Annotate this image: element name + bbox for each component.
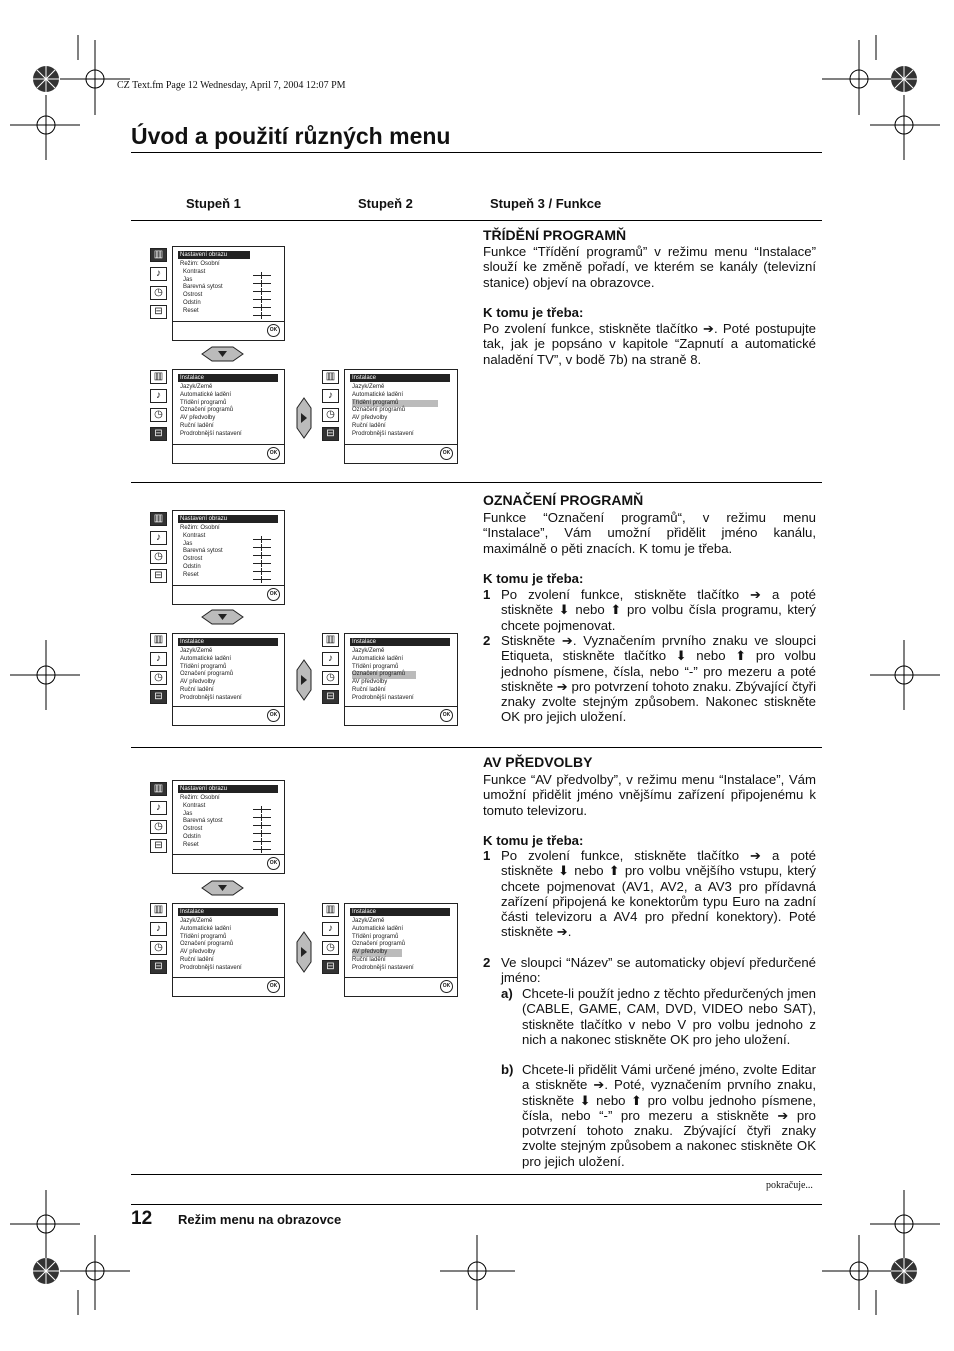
setup-icon: ⊟ bbox=[150, 690, 167, 704]
sound-icon: ♪ bbox=[322, 389, 339, 403]
menu-item: Prodrobnější nastavení bbox=[180, 430, 242, 437]
step-letter: b) bbox=[501, 1062, 514, 1077]
menu-header: Instalace bbox=[350, 374, 450, 382]
right-arrow-icon bbox=[295, 396, 313, 440]
menu-item: Reset bbox=[183, 571, 199, 578]
install-menu-box-selected bbox=[344, 633, 458, 726]
timer-icon: ◷ bbox=[322, 408, 339, 422]
menu-item: Třídění programů bbox=[352, 663, 399, 670]
ok-icon: OK bbox=[267, 588, 280, 601]
menu-item: Jazyk/Země bbox=[180, 918, 213, 924]
timer-icon: ◷ bbox=[150, 550, 167, 564]
menu-item: Jas bbox=[183, 276, 193, 283]
menu-item: Jazyk/Země bbox=[352, 384, 385, 390]
section3-kt: K tomu je třeba: bbox=[483, 833, 584, 848]
menu-item: Odstín bbox=[183, 299, 201, 306]
menu-item: Automatické ladění bbox=[352, 655, 404, 662]
setup-icon: ⊟ bbox=[150, 839, 167, 853]
timer-icon: ◷ bbox=[150, 408, 167, 422]
step-letter: a) bbox=[501, 986, 513, 1001]
ok-icon: OK bbox=[267, 447, 280, 460]
picture-icon: ▥ bbox=[150, 782, 167, 796]
menu-item: Označení programů bbox=[180, 407, 234, 414]
setup-icon: ⊟ bbox=[322, 960, 339, 974]
section2-step1 bbox=[483, 587, 816, 633]
menu-header: Instalace bbox=[350, 638, 450, 646]
timer-icon: ◷ bbox=[150, 671, 167, 685]
right-arrow-icon bbox=[295, 658, 313, 702]
menu-item: Označení programů bbox=[352, 941, 406, 948]
menu-item: Třídění programů bbox=[180, 399, 227, 406]
menu-item: Označení programů bbox=[180, 941, 234, 948]
section2-intro: Funkce “Označení programů“, v režimu menu “Instalace”, Vám umožní přidělit jméno kanálu, maximálně o pěti znacích. K tomu je třeba. bbox=[483, 510, 816, 556]
section2-kt: K tomu je třeba: bbox=[483, 571, 584, 586]
picture-icon: ▥ bbox=[322, 903, 339, 917]
down-arrow-icon bbox=[200, 880, 245, 896]
page-number: 12 bbox=[131, 1208, 153, 1229]
menu-header: Instalace bbox=[350, 908, 450, 916]
setup-icon: ⊟ bbox=[150, 569, 167, 583]
menu-item: AV předvolby bbox=[352, 679, 388, 686]
menu-header: Instalace bbox=[178, 374, 278, 382]
menu-item: Ruční ladění bbox=[352, 422, 386, 429]
menu-item: Prodrobnější nastavení bbox=[352, 694, 414, 701]
continued-note: pokračuje... bbox=[766, 1180, 813, 1191]
section-rule bbox=[131, 1174, 822, 1175]
menu-header: Nastavení obrazu bbox=[178, 785, 278, 793]
menu-item: Jazyk/Země bbox=[180, 648, 213, 654]
menu-item: AV předvolby bbox=[180, 949, 216, 956]
picture-icon: ▥ bbox=[150, 370, 167, 384]
section1-kt: K tomu je třeba: bbox=[483, 305, 584, 320]
setup-icon: ⊟ bbox=[322, 690, 339, 704]
menu-item: Automatické ladění bbox=[180, 655, 232, 662]
menu-header: Nastavení obrazu bbox=[178, 251, 250, 259]
menu-item: Kontrast bbox=[183, 532, 206, 539]
section2-title: OZNAČENÍ PROGRAMŇ bbox=[483, 492, 644, 508]
setup-icon: ⊟ bbox=[150, 427, 167, 441]
menu-item: Ruční ladění bbox=[352, 686, 386, 693]
menu-item: Prodrobnější nastavení bbox=[180, 964, 242, 971]
menu-item: Barevná sytost bbox=[183, 284, 223, 291]
menu-item: Barevná sytost bbox=[183, 548, 223, 555]
install-menu-box bbox=[172, 369, 285, 464]
menu-item: Jas bbox=[183, 540, 193, 547]
menu-item: Ostrost bbox=[183, 826, 203, 833]
footer-rule bbox=[131, 1204, 822, 1205]
picture-icon: ▥ bbox=[150, 512, 167, 526]
menu-item: Jas bbox=[183, 810, 193, 817]
sound-icon: ♪ bbox=[322, 922, 339, 936]
sound-icon: ♪ bbox=[150, 531, 167, 545]
column-rule bbox=[131, 220, 822, 221]
menu-item: Automatické ladění bbox=[352, 925, 404, 932]
setup-icon: ⊟ bbox=[150, 305, 167, 319]
menu-item: Ruční ladění bbox=[180, 422, 214, 429]
install-menu-box-selected bbox=[344, 903, 458, 997]
menu-header: Instalace bbox=[178, 638, 278, 646]
menu-item: Třídění programů bbox=[180, 663, 227, 670]
section1-intro: Funkce “Třídění programů” v režimu menu “Instalace” slouží ke změně pořadí, ve kterém se kanály (televizní stanice) objeví na obrazovce. bbox=[483, 244, 816, 290]
menu-item: Režim: Osobní bbox=[180, 795, 220, 801]
step-number: 2 bbox=[483, 633, 491, 648]
menu-item: Třídění programů bbox=[352, 933, 399, 940]
menu-header: Nastavení obrazu bbox=[178, 515, 278, 523]
menu-item: Třídění programů bbox=[180, 933, 227, 940]
sound-icon: ♪ bbox=[150, 922, 167, 936]
column-head-3: Stupeň 3 / Funkce bbox=[490, 196, 602, 211]
menu-item: AV předvolby bbox=[180, 415, 216, 422]
picture-icon: ▥ bbox=[150, 248, 167, 262]
down-arrow-icon bbox=[200, 609, 245, 625]
section3-title: AV PŘEDVOLBY bbox=[483, 754, 593, 770]
column-head-1: Stupeň 1 bbox=[186, 196, 241, 211]
step-text: Ve sloupci “Název” se automaticky objeví předurčené jméno: bbox=[501, 955, 816, 986]
ok-icon: OK bbox=[267, 857, 280, 870]
step-number: 1 bbox=[483, 587, 491, 602]
step-text: Po zvolení funkce, stiskněte tlačítko ➔ a poté stiskněte ⬇ nebo ⬆ pro volbu čísla programu, který chcete pojmenovat. bbox=[501, 587, 816, 633]
install-menu-box bbox=[172, 633, 285, 726]
menu-item: Reset bbox=[183, 841, 199, 848]
menu-item: Označení programů bbox=[352, 407, 406, 414]
menu-item: Automatické ladění bbox=[180, 925, 232, 932]
setup-icon: ⊟ bbox=[150, 960, 167, 974]
ok-icon: OK bbox=[440, 709, 453, 722]
menu-item: Režim: Osobní bbox=[180, 261, 220, 267]
menu-item: Jazyk/Země bbox=[352, 648, 385, 654]
sound-icon: ♪ bbox=[150, 801, 167, 815]
menu-item: Označení programů bbox=[180, 671, 234, 678]
picture-icon: ▥ bbox=[322, 370, 339, 384]
section-rule bbox=[131, 482, 822, 483]
step-text: Chcete-li použít jedno z těchto předurčených jmen (CABLE, GAME, CAM, DVD, VIDEO nebo SAT), stiskněte tlačítko v nebo V pro volbu jednoho z nich a nakonec stiskněte OK pro jeho uložení. bbox=[522, 986, 816, 1047]
timer-icon: ◷ bbox=[150, 941, 167, 955]
menu-item: Reset bbox=[183, 307, 199, 314]
section-rule bbox=[131, 747, 822, 748]
picture-icon: ▥ bbox=[322, 633, 339, 647]
timer-icon: ◷ bbox=[150, 286, 167, 300]
sound-icon: ♪ bbox=[150, 389, 167, 403]
menu-item: Ostrost bbox=[183, 292, 203, 299]
menu-item: AV předvolby bbox=[180, 679, 216, 686]
setup-icon: ⊟ bbox=[322, 427, 339, 441]
sound-icon: ♪ bbox=[150, 652, 167, 666]
ok-icon: OK bbox=[267, 980, 280, 993]
install-menu-box bbox=[172, 903, 285, 997]
ok-icon: OK bbox=[440, 980, 453, 993]
menu-item: Jazyk/Země bbox=[180, 384, 213, 390]
section1-title: TŘÍDĚNÍ PROGRAMŇ bbox=[483, 227, 627, 243]
menu-item: Prodrobnější nastavení bbox=[180, 694, 242, 701]
menu-item: Kontrast bbox=[183, 268, 206, 275]
menu-item: AV předvolby bbox=[352, 415, 388, 422]
section1-body: Po zvolení funkce, stiskněte tlačítko ➔. Poté postupujte tak, jak je popsáno v kapitole “Zapnutí a automatické naladění TV”, v bodě 7b) na straně 8. bbox=[483, 321, 816, 367]
page-title: Úvod a použití různých menu bbox=[131, 123, 451, 149]
ok-icon: OK bbox=[267, 324, 280, 337]
down-arrow-icon bbox=[200, 346, 245, 362]
title-rule bbox=[131, 152, 822, 153]
menu-item: Prodrobnější nastavení bbox=[352, 964, 414, 971]
timer-icon: ◷ bbox=[322, 941, 339, 955]
menu-item: Kontrast bbox=[183, 802, 206, 809]
step-number: 2 bbox=[483, 955, 491, 970]
header-note: CZ Text.fm Page 12 Wednesday, April 7, 2004 12:07 PM bbox=[117, 80, 346, 91]
install-menu-box-selected bbox=[344, 369, 458, 464]
step-text: Po zvolení funkce, stiskněte tlačítko ➔ a poté stiskněte ⬇ nebo ⬆ pro volbu vnějšího vstupu, který chcete pojmenovat (AV1, AV2, a AV3 pro přídavná zařízení připojená ke konektorům typu Euro na zadní části televizoru a AV4 pro přední konektory). Poté stiskněte ➔. bbox=[501, 848, 816, 940]
sound-icon: ♪ bbox=[150, 267, 167, 281]
menu-item-highlighted: Třídění programů bbox=[352, 400, 438, 408]
menu-item: Odstín bbox=[183, 563, 201, 570]
menu-item-highlighted: AV předvolby bbox=[352, 949, 402, 957]
picture-icon: ▥ bbox=[150, 903, 167, 917]
menu-item: Prodrobnější nastavení bbox=[352, 430, 414, 437]
menu-item: Režim: Osobní bbox=[180, 525, 220, 531]
ok-icon: OK bbox=[440, 447, 453, 460]
timer-icon: ◷ bbox=[150, 820, 167, 834]
column-head-2: Stupeň 2 bbox=[358, 196, 413, 211]
section3-step2b bbox=[501, 1062, 816, 1169]
right-arrow-icon bbox=[295, 930, 313, 974]
menu-item: Barevná sytost bbox=[183, 818, 223, 825]
timer-icon: ◷ bbox=[322, 671, 339, 685]
footer-text: Režim menu na obrazovce bbox=[178, 1212, 342, 1227]
section3-step2a bbox=[501, 986, 816, 1047]
menu-item: Automatické ladění bbox=[180, 391, 232, 398]
step-number: 1 bbox=[483, 848, 491, 863]
menu-item-highlighted: Označení programů bbox=[352, 671, 416, 679]
section3-step2 bbox=[483, 955, 816, 986]
menu-item: Automatické ladění bbox=[352, 391, 404, 398]
menu-item: Ruční ladění bbox=[180, 686, 214, 693]
menu-item: Jazyk/Země bbox=[352, 918, 385, 924]
sound-icon: ♪ bbox=[322, 652, 339, 666]
picture-menu-box bbox=[172, 246, 285, 341]
step-text: Stiskněte ➔. Vyznačením prvního znaku ve sloupci Etiqueta, stiskněte tlačítko ⬇ nebo ⬆ pro volbu jednoho písmene, čísla, nebo “-” pro mezeru a poté stiskněte ➔ pro potvrzení tohoto znaku. Zbývající čtyři znaky zvolte stejným způsobem. Nakonec stiskněte OK pro jejich uložení. bbox=[501, 633, 816, 725]
section3-step1 bbox=[483, 848, 816, 940]
picture-icon: ▥ bbox=[150, 633, 167, 647]
menu-item: Ostrost bbox=[183, 556, 203, 563]
step-text: Chcete-li přidělit Vámi určené jméno, zvolte Editar a stiskněte ➔. Poté, vyznačením prvního znaku, stiskněte ⬇ nebo ⬆ pro volbu jednoho písmene, čísla, nebo “-” pro mezeru a stiskněte ➔ pro potvrzení tohoto znaku. Zbývající čtyři znaky zvolte stejným způsobem a nakonec stiskněte OK pro jejich uložení. bbox=[522, 1062, 816, 1169]
picture-menu-box bbox=[172, 780, 285, 874]
menu-item: Ruční ladění bbox=[352, 956, 386, 963]
picture-menu-box bbox=[172, 510, 285, 605]
menu-item: Odstín bbox=[183, 833, 201, 840]
menu-item: Ruční ladění bbox=[180, 956, 214, 963]
section2-step2 bbox=[483, 633, 816, 725]
ok-icon: OK bbox=[267, 709, 280, 722]
section3-intro: Funkce “AV předvolby”, v režimu menu “Instalace”, Vám umožní přidělit jméno vnějšímu zařízení připojenému k tomuto televizoru. bbox=[483, 772, 816, 818]
menu-header: Instalace bbox=[178, 908, 278, 916]
